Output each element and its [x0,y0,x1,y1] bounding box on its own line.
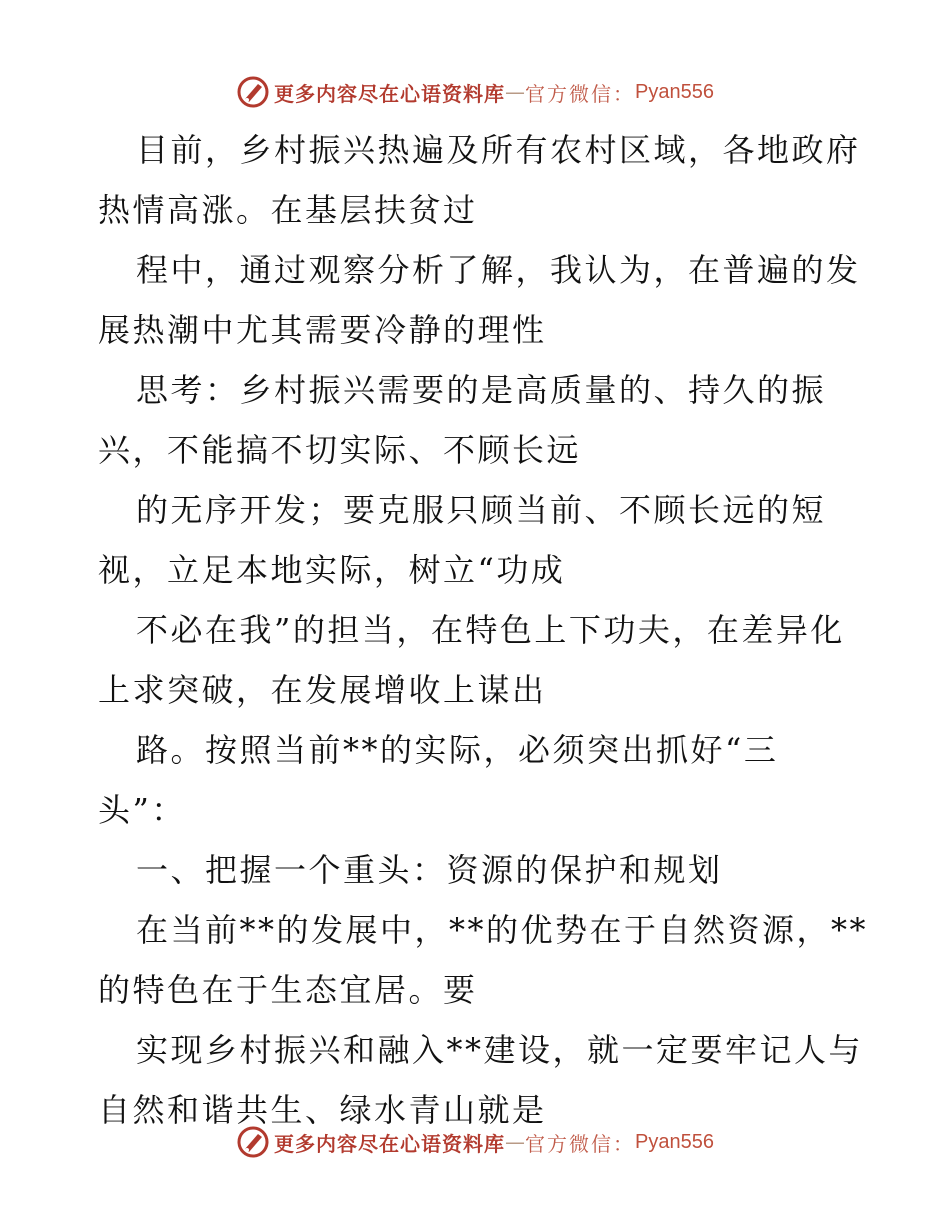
body-text-line: 目前，乡村振兴热遍及所有农村区域，各地政府 [136,131,861,169]
body-text-line: 的特色在于生态宜居。要 [98,971,478,1009]
body-text-line: 实现乡村振兴和融入**建设，就一定要牢记人与 [136,1031,864,1069]
body-text-line: 在当前**的发展中，**的优势在于自然资源，** [136,911,869,949]
watermark-promo-text: 更多内容尽在心语资料库 [274,1131,506,1156]
watermark-official-label: 官方微信： [525,81,636,106]
watermark-wechat-id: Pyan556 [635,1130,714,1153]
body-text-line: 不必在我”的担当，在特色上下功夫，在差异化 [136,611,845,649]
body-text-line: 视，立足本地实际，树立“功成 [98,551,566,589]
body-text-line: 一、把握一个重头：资源的保护和规划 [136,851,723,889]
body-text-line: 兴，不能搞不切实际、不顾长远 [98,431,582,469]
body-text-line: 上求突破，在发展增收上谋出 [98,671,547,709]
footer-watermark [0,1122,950,1162]
body-text-line: 的无序开发；要克服只顾当前、不顾长远的短 [136,491,827,529]
body-text-line: 路。按照当前**的实际，必须突出抓好“三 [136,731,779,769]
header-watermark [0,72,950,112]
body-text-line: 展热潮中尤其需要冷静的理性 [98,311,547,349]
document-body [98,120,869,1140]
watermark-wechat-id: Pyan556 [635,80,714,103]
watermark-promo-text: 更多内容尽在心语资料库 [274,81,506,106]
body-text-line: 热情高涨。在基层扶贫过 [98,191,478,229]
watermark-dash: — [505,80,526,104]
body-text-line: 头”： [98,791,186,829]
pen-circle-logo-icon [236,1125,270,1159]
body-text-line: 自然和谐共生、绿水青山就是 [98,1091,547,1129]
body-text-line: 程中，通过观察分析了解，我认为，在普遍的发 [136,251,861,289]
pen-circle-logo-icon [236,75,270,109]
watermark-official-label: 官方微信： [525,1131,636,1156]
watermark-dash: — [505,1130,526,1154]
body-text-line: 思考：乡村振兴需要的是高质量的、持久的振 [136,371,827,409]
